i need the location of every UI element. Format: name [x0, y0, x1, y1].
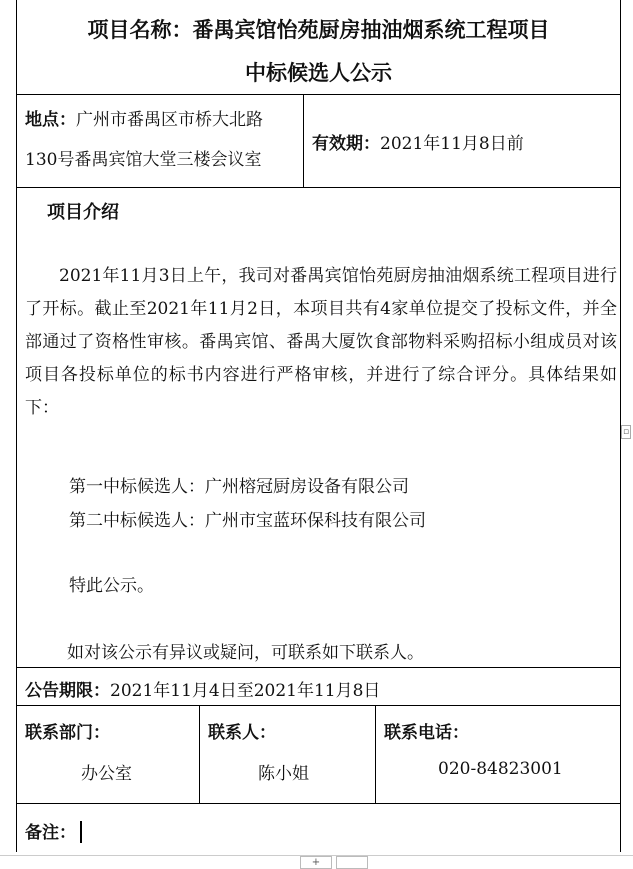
intro-heading: 项目介绍 — [47, 202, 119, 223]
validity-cell — [303, 95, 620, 187]
location-cell — [17, 95, 303, 187]
phone-cell — [375, 706, 620, 803]
validity-label: 有效期： — [312, 134, 380, 154]
person-value: 陈小姐 — [258, 764, 309, 784]
phone-label: 联系电话： — [384, 723, 469, 743]
ruler-tab-marker[interactable]: + — [300, 856, 332, 869]
person-cell — [199, 706, 375, 803]
period-value: 2021年11月4日至2021年11月8日 — [110, 681, 381, 701]
intro-paragraph: 2021年11月3日上午，我司对番禺宾馆怡苑厨房抽油烟系统工程项目进行了开标。截止至2021年11月2日，本项目共有4家单位提交了投标文件，并全部通过了资格性审核。番禺宾馆、番禺大厦饮食部物料采购招标小组成员对该项目各投标单位的标书内容进行严格审核，并进行了综合评分。具体结果如下： — [25, 266, 617, 418]
notice-text: 特此公示。 — [69, 576, 154, 596]
text-cursor — [80, 821, 82, 843]
location-label: 地点： — [25, 110, 76, 130]
remarks-label: 备注： — [25, 823, 76, 843]
document-title: 项目名称：番禺宾馆怡苑厨房抽油烟系统工程项目 — [87, 18, 550, 42]
scroll-marker[interactable]: ▫ — [622, 427, 630, 437]
document-subtitle: 中标候选人公示 — [245, 61, 392, 85]
remarks-row[interactable] — [17, 804, 620, 852]
dept-label: 联系部门： — [25, 723, 110, 743]
person-label: 联系人： — [208, 723, 276, 743]
dept-value: 办公室 — [81, 764, 132, 784]
title-row — [17, 0, 620, 95]
period-row — [17, 668, 620, 706]
ruler-tab-blank[interactable] — [336, 856, 368, 869]
phone-value: 020-84823001 — [438, 759, 563, 779]
intro-row — [17, 188, 620, 668]
announcement-table — [16, 0, 621, 852]
bottom-ruler — [0, 855, 633, 868]
location-row — [17, 95, 620, 188]
contacts-row — [17, 706, 620, 804]
candidate-first: 第一中标候选人：广州榕冠厨房设备有限公司 — [69, 477, 409, 497]
location-line2: 130号番禺宾馆大堂三楼会议室 — [25, 150, 262, 170]
candidate-second: 第二中标候选人：广州市宝蓝环保科技有限公司 — [69, 511, 426, 531]
dept-cell — [17, 706, 199, 803]
location-line1: 广州市番禺区市桥大北路 — [76, 110, 263, 130]
validity-value: 2021年11月8日前 — [380, 134, 524, 154]
contact-note: 如对该公示有异议或疑问，可联系如下联系人。 — [67, 643, 424, 663]
period-label: 公告期限： — [25, 681, 110, 701]
